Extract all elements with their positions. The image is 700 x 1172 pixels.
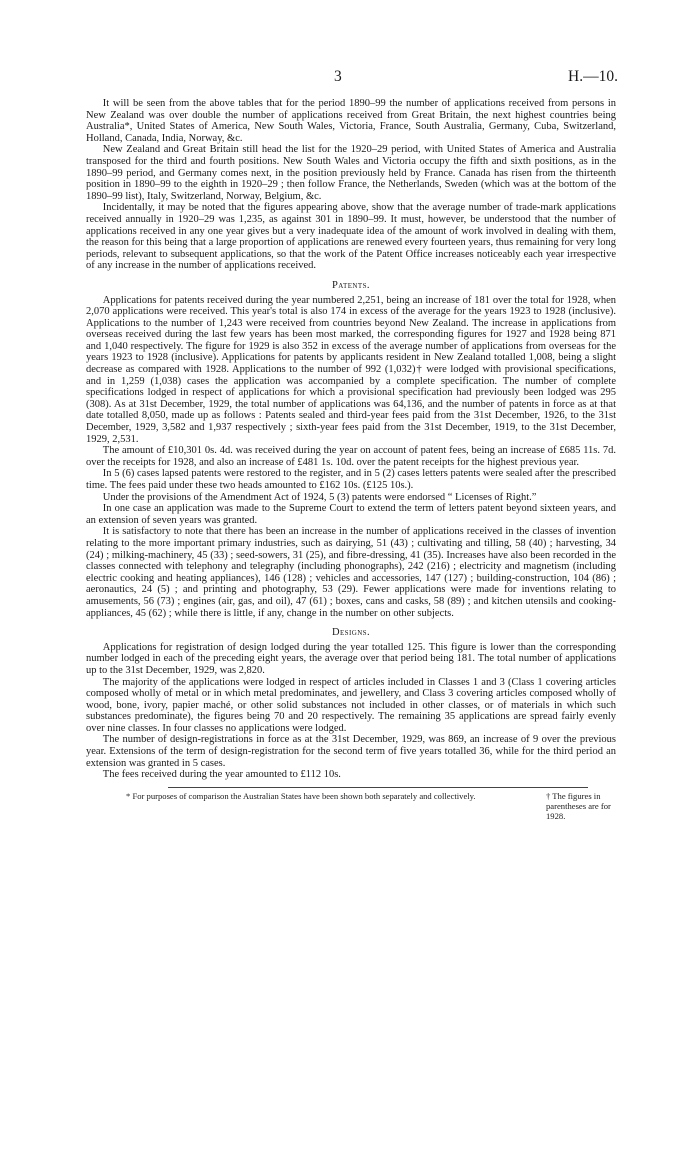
footnotes: [86, 791, 616, 821]
paragraph: The fees received during the year amounted to £112 10s.: [102, 769, 341, 781]
paragraph: In 5 (6) cases lapsed patents were restored to the register, and in 5 (2) cases letters patents were sealed after the prescribed time. The fees paid under these two heads amounted to £162 10s. (£125 10s.).: [86, 468, 616, 491]
paragraph: The amount of £10,301 0s. 4d. was received during the year on account of patent fees, being an increase of £685 11s. 7d. over the receipts for 1928, and also an increase of £481 1s. 10d. over the patent receipts for the highest previous year.: [86, 445, 616, 468]
paragraph: The majority of the applications were lodged in respect of articles included in Classes 1 and 3 (Class 1 covering articles composed wholly of metal or in which metal predominates, and jewellery, and Class 3 covering articles composed wholly of wood, bone, ivory, papier maché, or other solid substances not included in other classes, or of materials in which such substances predominate), the figures being 70 and 20 respectively. The remaining 35 applications are spread fairly evenly over nine classes. In four classes no applications were lodged.: [86, 676, 616, 734]
paragraph: It is satisfactory to note that there has been an increase in the number of applications received in the classes of invention relating to the more important primary industries, such as dairying, 51 (43) ; cultivating and tilling, 58 (40) ; harvesting, 34 (24) ; milking-machinery, 45 (33) ; seed-sowers, 31 (25), and fibre-dressing, 41 (35). Increases have also been recorded in the classes connected with telephony and telegraphy (including phonographs), 242 (216) ; electricity and magnetism (including electric cooking and heating appliances), 146 (128) ; vehicles and accessories, 147 (127) ; building-construction, 104 (86) ; aeronautics, 24 (5) ; and printing and photography, 53 (29). Fewer applications were made for inventions relating to amusements, 56 (73) ; engines (air, gas, and oil), 47 (61) ; boxes, cans and casks, 58 (89) ; and kitchen utensils and cooking-appliances, 45 (62) ; while there is little, if any, change in the number on other subjects.: [86, 526, 616, 619]
footnote-divider: [168, 787, 588, 788]
footnote-dagger: † The figures in parentheses are for 1928.: [546, 790, 611, 821]
paragraph: The number of design-registrations in force as at the 31st December, 1929, was 869, an increase of 9 over the previous year. Extensions of the term of design-registration for the second term of five years totalled 36, while for the third period an extension was granted in 5 cases.: [86, 734, 616, 769]
page-number: 3: [334, 68, 342, 85]
section-heading-patents: Patents.: [332, 279, 370, 291]
paragraph: New Zealand and Great Britain still head the list for the 1920–29 period, with United States of America and Australia transposed for the third and fourth positions. New South Wales and Victoria occupy the fifth and sixth positions, as in the 1890–99 period, and Germany comes next, in the position previously held by France. Canada has risen from the thirteenth position in 1890–99 to the eighth in 1920–29 ; then follow France, the Netherlands, Sweden (which was at the bottom of the 1890–99 list), Italy, Switzerland, Norway, Belgium, &c.: [86, 144, 616, 202]
footnote-asterisk: * For purposes of comparison the Australian States have been shown both separately and collectively.: [126, 790, 476, 801]
section-heading-designs: Designs.: [331, 627, 371, 639]
paragraph: Incidentally, it may be noted that the figures appearing above, show that the average number of trade-mark applications received annually in 1920–29 was 1,235, as against 301 in 1890–99. It must, however, be understood that the number of applications received in any one year gives but a very inadequate idea of the amount of work involved in dealing with them, the reason for this being that a large proportion of applications are renewed every fourteen years, thus remaining for very long periods, relevant to subsequent applications, so that the work of the Patent Office increases noticeably each year irrespective of any increase in the number of applications received.: [86, 202, 616, 272]
paragraph: It will be seen from the above tables that for the period 1890–99 the number of applications received from persons in New Zealand was over double the number of applications received from Great Britain, the next highest countries being Australia*, United States of America, New South Wales, Victoria, France, South Australia, Germany, Cuba, Switzerland, Holland, Canada, India, Norway, &c.: [86, 98, 616, 144]
page-body: [86, 98, 616, 821]
paragraph: In one case an application was made to the Supreme Court to extend the term of letters patent beyond sixteen years, and an extension of seven years was granted.: [86, 503, 616, 526]
document-reference: H.—10.: [568, 68, 618, 85]
paragraph: Under the provisions of the Amendment Act of 1924, 5 (3) patents were endorsed “ Licenses of Right.”: [102, 491, 537, 503]
paragraph: Applications for patents received during the year numbered 2,251, being an increase of 181 over the total for 1928, when 2,070 applications were received. This year's total is also 174 in excess of the average for the years 1923 to 1928 (inclusive). Applications to the number of 1,243 were received from countries beyond New Zealand. The increase in applications from overseas received during the last few years has been most marked, the corresponding figures for 1927 and 1928 being 871 and 1,040 respectively. The figure for 1929 is also 352 in excess of the average number of applications from overseas for the years 1923 to 1928 (inclusive). Applications for patents by applicants resident in New Zealand totalled 1,008, being a slight decrease as compared with 1928. Applications to the number of 992 (1,032)† were lodged with provisional specifications, and in 1,259 (1,038) cases the application was accompanied by a complete specification. The number of complete specifications lodged in respect of applications for which a provisional specification had previously been lodged was 295 (308). As at 31st December, 1929, the total number of applications was 64,136, and the number of patents in force as at that date totalled 8,050, made up as follows : Patents sealed and third-year fees paid from the 31st December, 1926, to the 31st December, 1929, 3,582 and 1,937 respectively ; sixth-year fees paid from the 31st December, 1919, to the 31st December, 1929, 2,531.: [86, 294, 616, 445]
page-header: [86, 68, 618, 88]
paragraph: Applications for registration of design lodged during the year totalled 125. This figure is lower than the corresponding number lodged in each of the preceding eight years, the average over that period being 181. The total number of applications up to the 31st December, 1929, was 2,820.: [86, 641, 616, 676]
